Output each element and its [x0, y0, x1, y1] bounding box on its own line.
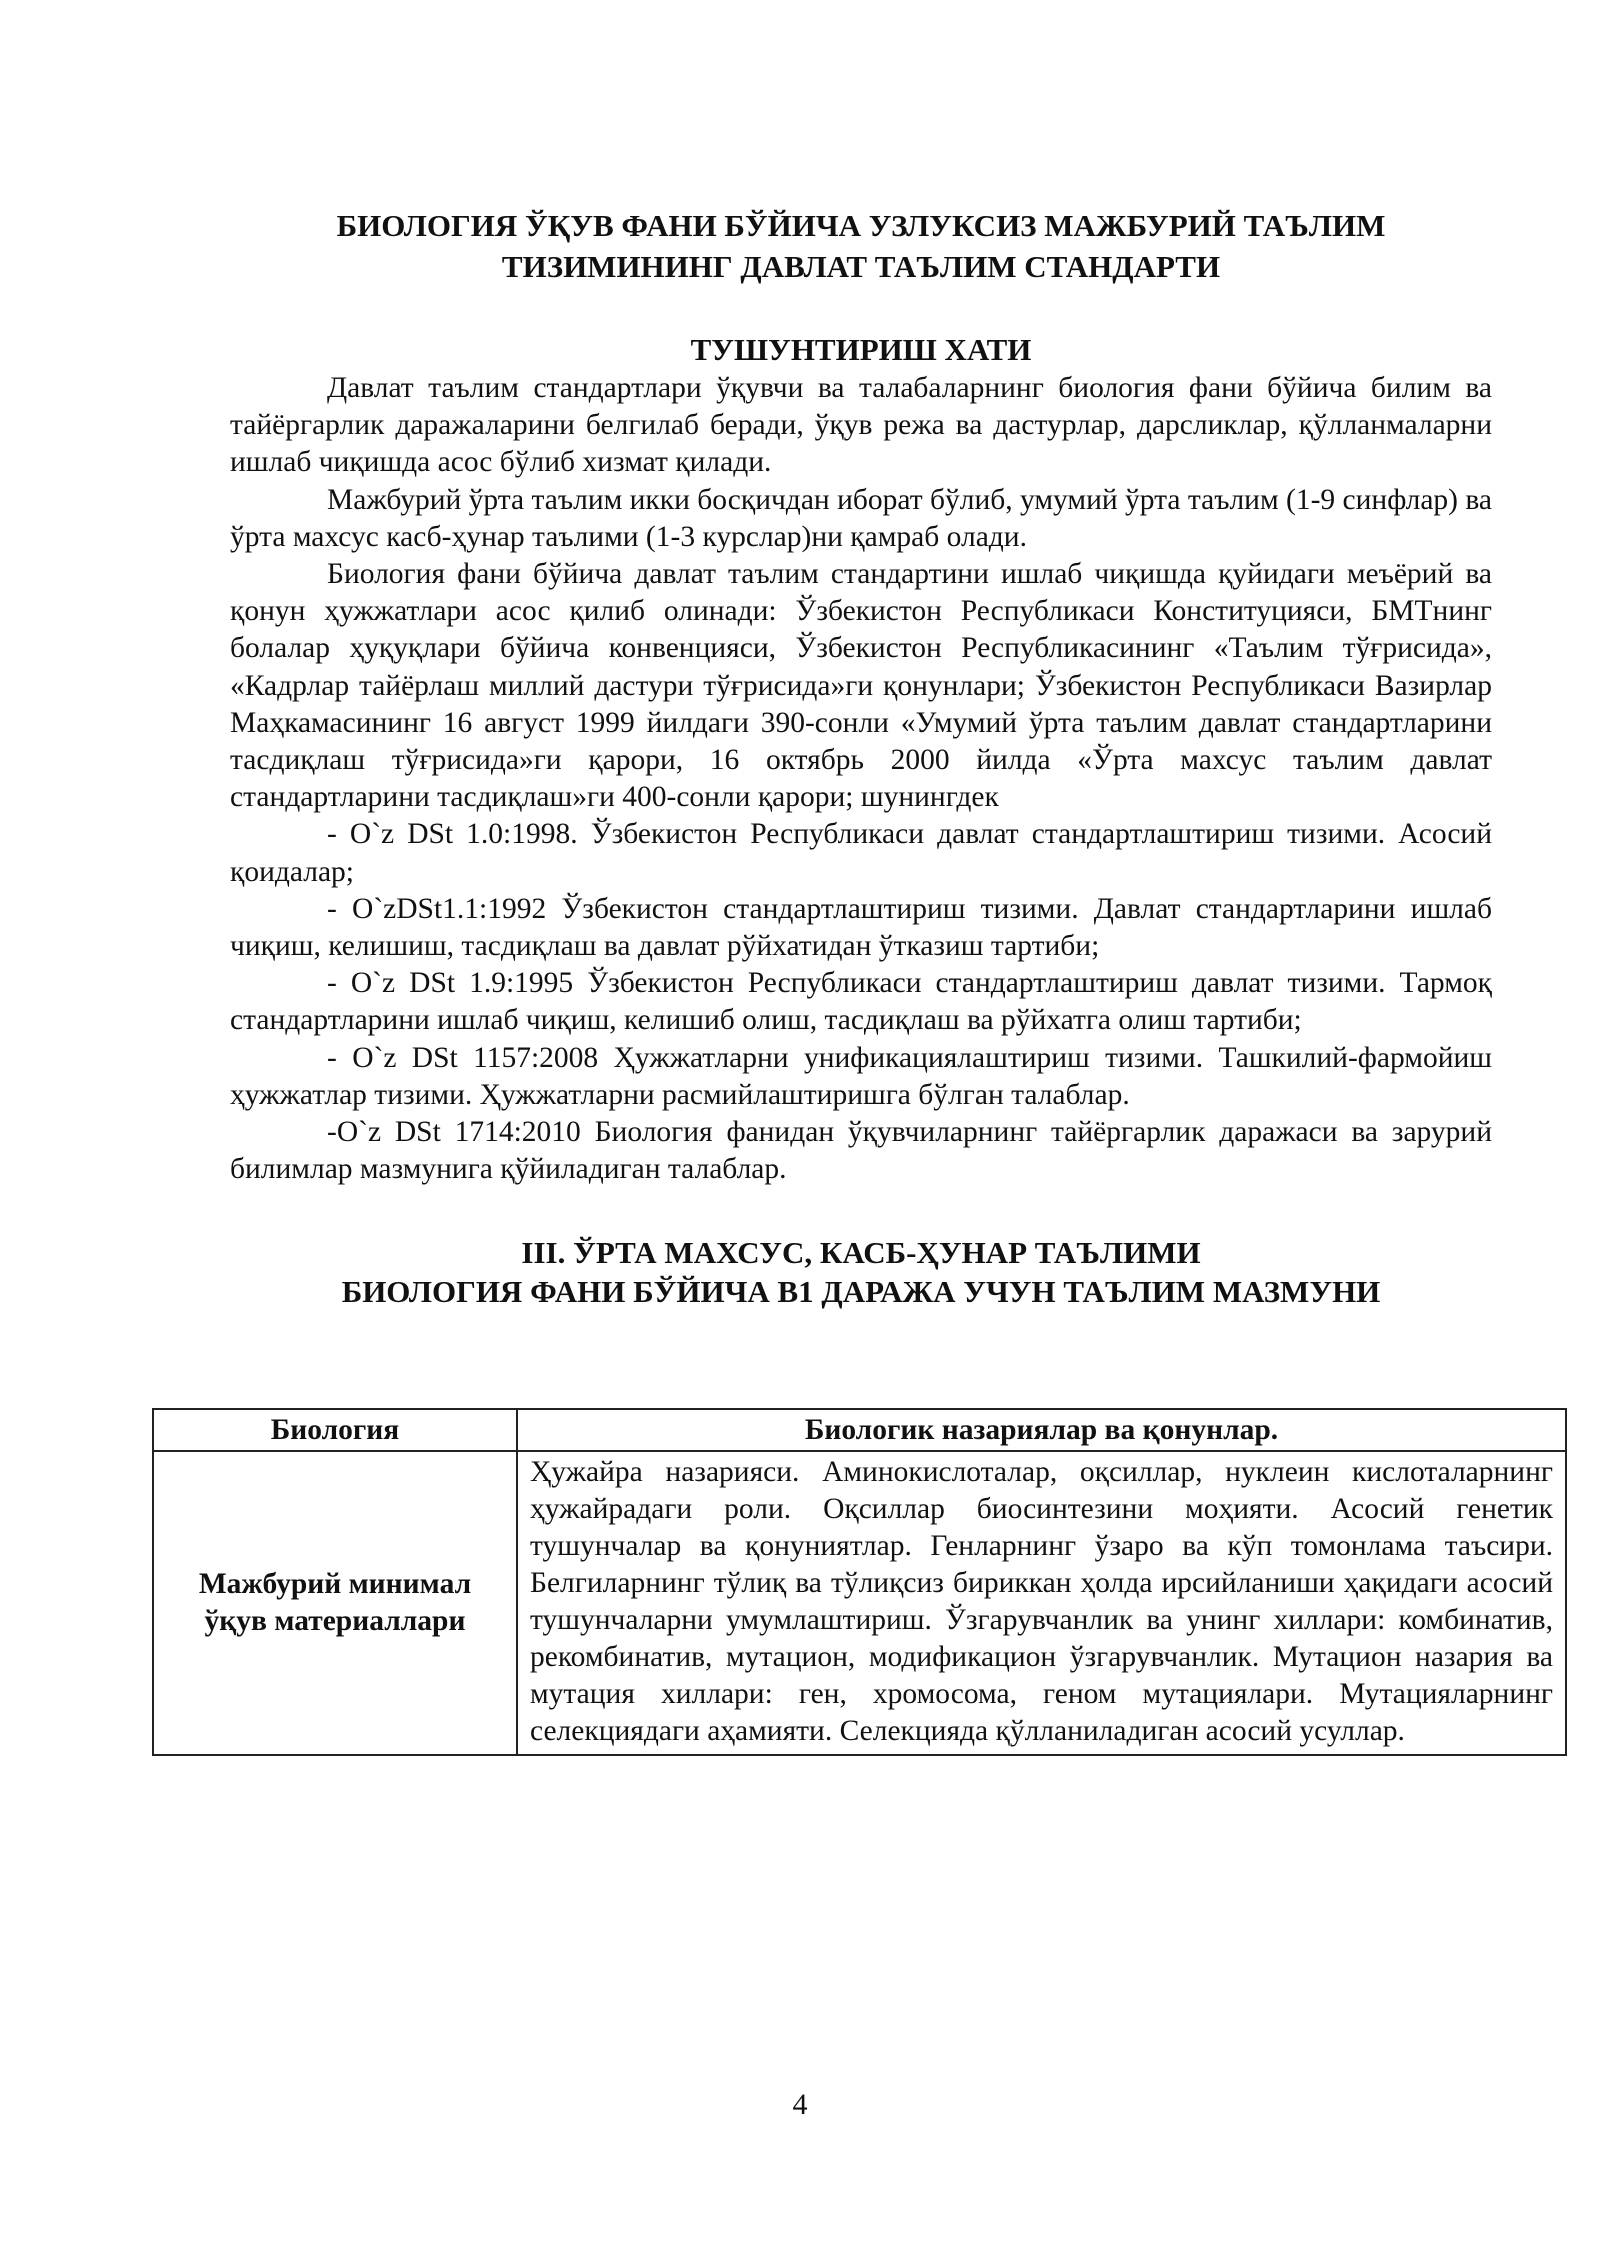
table-row-label: Мажбурий минимал ўқув материаллари [153, 1451, 517, 1755]
page-number: 4 [792, 2088, 808, 2121]
document-page [230, 205, 1492, 1311]
standard-list-item: - O`zDSt1.1:1992 Ўзбекистон стандартлаштириш тизими. Давлат стандартларини ишлаб чиқиш, келишиш, тасдиқлаш ва давлат рўйхатидан ўтказиш тартиби; [230, 892, 1492, 963]
paragraph: Биология фани бўйича давлат таълим стандартини ишлаб чиқишда қуйидаги меъёрий ва қонун ҳужжатлари асос қилиб олинади: Ўзбекистон Республикаси Конституцияси, БМТнинг болалар ҳуқуқлари бўйича конвенцияси, Ўзбекистон Республикасининг «Таълим тўғрисида», «Кадрлар тайёрлаш миллий дастури тўғрисида»ги қонунлари; Ўзбекистон Республикаси Вазирлар Маҳкамасининг 16 август 1999 йилдаги 390-сонли «Умумий ўрта таълим давлат стандартларини тасдиқлаш тўғрисида»ги қарори, 16 октябрь 2000 йилда «Ўрта махсус таълим давлат стандартларини тасдиқлаш»ги 400-сонли қарори; шунингдек [230, 558, 1492, 814]
document-title-line-1: БИОЛОГИЯ ЎҚУВ ФАНИ БЎЙИЧА УЗЛУКСИЗ МАЖБУРИЙ ТАЪЛИМ [336, 208, 1386, 243]
section-heading-line-1: III. ЎРТА МАХСУС, КАСБ-ҲУНАР ТАЪЛИМИ [521, 1235, 1201, 1271]
standard-list-item: - O`z DSt 1.9:1995 Ўзбекистон Республикаси стандартлаштириш давлат тизими. Тармоқ стандартларини ишлаб чиқиш, келишиб олиш, тасдиқлаш ва рўйхатга олиш тартиби; [230, 967, 1492, 1037]
standard-list-item: -O`z DSt 1714:2010 Биология фанидан ўқувчиларнинг тайёргарлик даражаси ва зарурий билимлар мазмунига қўйиладиган талаблар. [230, 1116, 1492, 1186]
standard-list-item: - O`z DSt 1.0:1998. Ўзбекистон Республикаси давлат стандартлаштириш тизими. Асосий қоидалар; [230, 818, 1492, 888]
document-title-line-2: ТИЗИМИНИНГ ДАВЛАТ ТАЪЛИМ СТАНДАРТИ [501, 249, 1221, 284]
explanatory-note-heading: ТУШУНТИРИШ ХАТИ [690, 332, 1032, 367]
table-header-biology: Биология [153, 1409, 517, 1451]
table-header-row [153, 1409, 1566, 1451]
document-title [230, 205, 1492, 287]
section-heading-line-2: БИОЛОГИЯ ФАНИ БЎЙИЧА B1 ДАРАЖА УЧУН ТАЪЛИМ МАЗМУНИ [341, 1274, 1381, 1310]
table-header-theories: Биологик назариялар ва қонунлар. [517, 1409, 1566, 1451]
standard-list-item: - O`z DSt 1157:2008 Ҳужжатларни унификациялаштириш тизими. Ташкилий-фармойиш ҳужжатлар тизими. Ҳужжатларни расмийлаштиришга бўлган талаблар. [230, 1041, 1492, 1111]
explanatory-note-body [230, 370, 1492, 1188]
content-table [152, 1408, 1567, 1756]
section-heading [230, 1233, 1492, 1311]
table-row [153, 1451, 1566, 1755]
paragraph: Мажбурий ўрта таълим икки босқичдан иборат бўлиб, умумий ўрта таълим (1-9 синфлар) ва ўрта махсус касб-ҳунар таълими (1-3 курслар)ни қамраб олади. [230, 483, 1492, 553]
table-row-content: Ҳужайра назарияси. Аминокислоталар, оқсиллар, нуклеин кислоталарнинг ҳужайрадаги роли. Оқсиллар биосинтезини моҳияти. Асосий генетик тушунчалар ва қонуниятлар. Генларнинг ўзаро ва кўп томонлама таъсири. Белгиларнинг тўлиқ ва тўлиқсиз бириккан ҳолда ирсийланиши ҳақидаги асосий тушунчаларни умумлаштириш. Ўзгарувчанлик ва унинг хиллари: комбинатив, рекомбинатив, мутацион, модификацион ўзгарувчанлик. Мутацион назария ва мутация хиллари: ген, хромосома, геном мутациялари. Мутацияларнинг селекциядаги аҳамияти. Селекцияда қўлланиладиган асосий усуллар. [517, 1451, 1566, 1755]
paragraph: Давлат таълим стандартлари ўқувчи ва талабаларнинг биология фани бўйича билим ва тайёргарлик даражаларини белгилаб беради, ўқув режа ва дастурлар, дарсликлар, қўлланмаларни ишлаб чиқишда асос бўлиб хизмат қилади. [230, 372, 1492, 479]
